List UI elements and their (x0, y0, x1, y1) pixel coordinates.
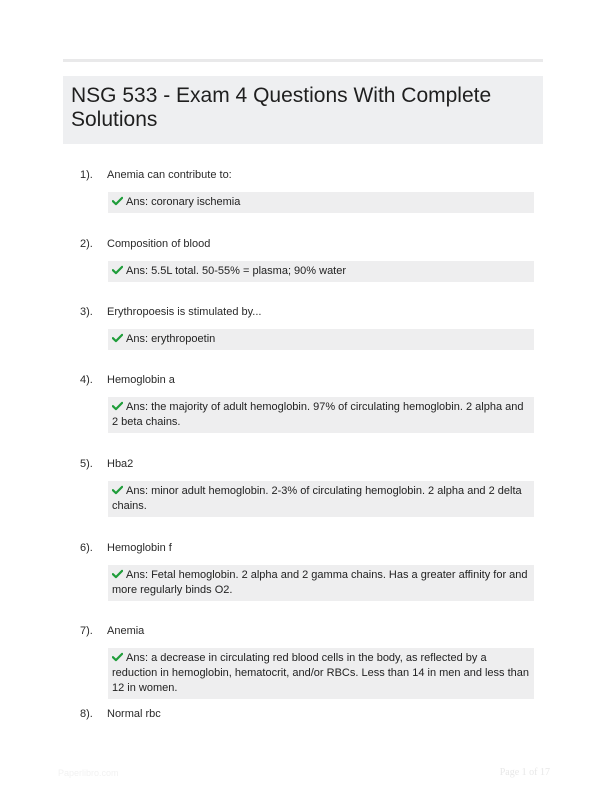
question-number: 7). (80, 625, 93, 637)
question-number: 8). (80, 708, 93, 720)
page-number: Page 1 of 17 (499, 767, 550, 778)
qa-item (80, 541, 540, 601)
qa-item (80, 457, 540, 517)
checkmark-icon (112, 652, 123, 662)
question-text: Anemia (107, 625, 145, 637)
question-number: 5). (80, 458, 93, 470)
question-row (80, 373, 540, 388)
answer-box (108, 397, 534, 433)
question-number: 4). (80, 374, 93, 386)
footer-watermark: Paperlibro.com (58, 768, 119, 778)
question-number: 2). (80, 238, 93, 250)
question-row (80, 541, 540, 556)
answer-box (108, 565, 534, 601)
question-row (80, 237, 540, 252)
question-number: 6). (80, 542, 93, 554)
question-text: Hemoglobin f (107, 542, 172, 554)
question-text: Hemoglobin a (107, 374, 175, 386)
qa-item (80, 237, 540, 282)
checkmark-icon (112, 333, 123, 343)
answer-text: Ans: Fetal hemoglobin. 2 alpha and 2 gamma chains. Has a greater affinity for and more regularly binds O2. (112, 569, 528, 596)
checkmark-icon (112, 265, 123, 275)
answer-text: Ans: the majority of adult hemoglobin. 97% of circulating hemoglobin. 2 alpha and 2 beta chains. (112, 401, 524, 428)
question-row (80, 168, 540, 183)
qa-item (80, 305, 540, 350)
answer-text: Ans: 5.5L total. 50-55% = plasma; 90% water (126, 265, 347, 277)
answer-box (108, 481, 534, 517)
checkmark-icon (112, 569, 123, 579)
question-number: 1). (80, 169, 93, 181)
answer-text: Ans: coronary ischemia (126, 196, 241, 208)
qa-item (80, 624, 540, 699)
qa-item (80, 373, 540, 433)
question-row (80, 624, 540, 639)
checkmark-icon (112, 401, 123, 411)
answer-box (108, 192, 534, 213)
qa-item (80, 707, 540, 722)
question-text: Normal rbc (107, 708, 161, 720)
question-text: Erythropoesis is stimulated by... (107, 306, 262, 318)
answer-text: Ans: minor adult hemoglobin. 2-3% of circulating hemoglobin. 2 alpha and 2 delta chains. (112, 485, 522, 512)
document-title: NSG 533 - Exam 4 Questions With Complete Solutions (71, 84, 492, 131)
top-rule (63, 59, 543, 62)
question-number: 3). (80, 306, 93, 318)
question-text: Hba2 (107, 458, 134, 470)
question-text: Composition of blood (107, 238, 211, 250)
qa-item (80, 168, 540, 213)
title-box (63, 76, 543, 144)
question-row (80, 305, 540, 320)
question-text: Anemia can contribute to: (107, 169, 232, 181)
checkmark-icon (112, 196, 123, 206)
answer-text: Ans: erythropoetin (126, 333, 216, 345)
checkmark-icon (112, 485, 123, 495)
answer-box (108, 329, 534, 350)
answer-text: Ans: a decrease in circulating red blood cells in the body, as reflected by a reduction in hemoglobin, hematocrit, and/or RBCs. Less than 14 in men and less than 12 in women. (112, 652, 530, 694)
question-row (80, 457, 540, 472)
question-row (80, 707, 540, 722)
answer-box (108, 648, 534, 699)
answer-box (108, 261, 534, 282)
